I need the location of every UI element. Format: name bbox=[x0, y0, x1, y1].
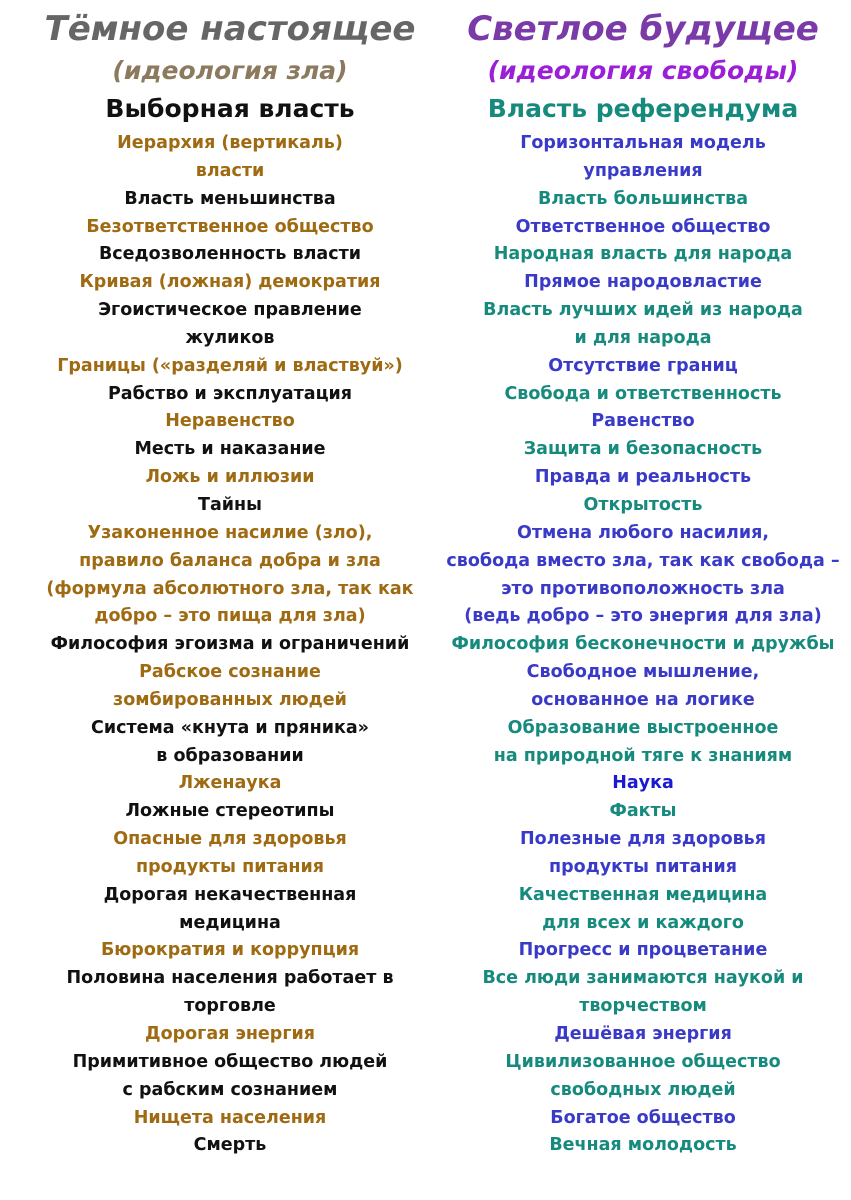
right-list-item: управления bbox=[583, 160, 703, 181]
right-list-item: Открытость bbox=[583, 494, 703, 515]
left-title: Тёмное настоящее bbox=[44, 9, 416, 49]
left-subtitle: (идеология зла) bbox=[112, 56, 348, 85]
right-list-item: это противоположность зла bbox=[501, 578, 785, 599]
right-list-item: Наука bbox=[612, 773, 674, 794]
right-list-item: Свободное мышление, bbox=[526, 662, 760, 683]
left-list bbox=[0, 130, 460, 1160]
right-list-item: Свобода и ответственность bbox=[504, 383, 782, 404]
left-list-item: Ложь и иллюзии bbox=[145, 467, 315, 488]
right-list-item: Равенство bbox=[591, 411, 695, 432]
right-list-item: Ответственное общество bbox=[515, 216, 771, 237]
left-list-item: в образовании bbox=[156, 745, 304, 766]
right-list-item: основанное на логике bbox=[531, 689, 755, 710]
right-list-item: Богатое общество bbox=[550, 1107, 736, 1128]
left-list-item: Смерть bbox=[193, 1135, 267, 1156]
right-list-item: (ведь добро – это энергия для зла) bbox=[464, 606, 822, 627]
left-list-item: продукты питания bbox=[135, 856, 324, 877]
left-list-item: с рабским сознанием bbox=[122, 1079, 338, 1100]
left-list-item: Вседозволенность власти bbox=[98, 244, 362, 265]
left-list-item: Неравенство bbox=[165, 411, 295, 432]
left-list-item: Власть меньшинства bbox=[124, 188, 336, 209]
right-list-item: Философия бесконечности и дружбы bbox=[451, 634, 835, 655]
left-heading: Выборная власть bbox=[105, 94, 355, 123]
right-list-item: Образование выстроенное bbox=[507, 717, 779, 738]
right-list bbox=[413, 130, 851, 1160]
right-list-item: Народная власть для народа bbox=[493, 244, 793, 265]
right-list-item: Власть большинства bbox=[537, 188, 749, 209]
left-list-item: Опасные для здоровья bbox=[113, 829, 347, 850]
left-list-item: Дорогая некачественная bbox=[103, 884, 357, 905]
left-list-item: жуликов bbox=[185, 327, 275, 348]
left-list-item: Эгоистическое правление bbox=[98, 300, 362, 321]
left-list-item: (формула абсолютного зла, так как bbox=[46, 578, 414, 599]
left-list-item: Рабское сознание bbox=[139, 662, 321, 683]
left-list-item: Бюрократия и коррупция bbox=[100, 940, 360, 961]
left-list-item: Рабство и эксплуатация bbox=[107, 383, 353, 404]
left-list-item: Система «кнута и пряника» bbox=[91, 717, 369, 738]
left-list-item: правило баланса добра и зла bbox=[79, 550, 381, 571]
right-list-item: Отсутствие границ bbox=[548, 355, 738, 376]
left-list-item: медицина bbox=[179, 912, 281, 933]
right-list-item: Цивилизованное общество bbox=[505, 1051, 781, 1072]
right-list-item: свобода вместо зла, так как свобода – bbox=[446, 550, 840, 571]
right-list-item: свободных людей bbox=[550, 1079, 736, 1100]
left-list-item: Половина населения работает в bbox=[66, 968, 394, 989]
left-list-item: власти bbox=[195, 160, 265, 181]
right-list-item: Прогресс и процветание bbox=[518, 940, 768, 961]
left-list-item: Нищета населения bbox=[133, 1107, 327, 1128]
right-list-item: Горизонтальная модель bbox=[520, 133, 766, 153]
left-list-item: Иерархия (вертикаль) bbox=[117, 133, 343, 153]
right-list-item: Полезные для здоровья bbox=[520, 829, 766, 850]
left-list-item: Тайны bbox=[198, 494, 262, 515]
left-list-item: добро – это пища для зла) bbox=[94, 606, 366, 627]
right-subtitle: (идеология свободы) bbox=[487, 56, 799, 85]
left-list-item: Дорогая энергия bbox=[145, 1024, 315, 1044]
left-list-item: зомбированных людей bbox=[113, 689, 347, 710]
left-list-item: Примитивное общество людей bbox=[72, 1051, 388, 1072]
left-list-item: Границы («разделяй и властвуй») bbox=[57, 355, 403, 376]
left-list-item: Философия эгоизма и ограничений bbox=[50, 634, 410, 655]
right-list-item: и для народа bbox=[574, 327, 712, 348]
right-list-item: для всех и каждого bbox=[542, 912, 744, 933]
right-title: Светлое будущее bbox=[467, 9, 819, 49]
left-list-item: торговле bbox=[184, 996, 276, 1017]
right-list-item: Отмена любого насилия, bbox=[516, 522, 769, 543]
right-list-item: Факты bbox=[609, 801, 677, 822]
right-list-item: Защита и безопасность bbox=[523, 439, 763, 460]
right-list-item: Дешёвая энергия bbox=[554, 1024, 732, 1044]
right-list-item: Прямое народовластие bbox=[524, 272, 762, 293]
right-list-item: на природной тяге к знаниям bbox=[493, 745, 793, 766]
right-list-item: Правда и реальность bbox=[534, 467, 752, 488]
left-list-item: Безответственное общество bbox=[86, 216, 374, 237]
right-column bbox=[413, 0, 851, 1160]
left-list-item: Месть и наказание bbox=[134, 439, 326, 460]
right-list-item: творчеством bbox=[579, 996, 707, 1017]
left-list-item: Кривая (ложная) демократия bbox=[79, 272, 381, 293]
right-list-item: продукты питания bbox=[548, 856, 737, 877]
right-list-item: Качественная медицина bbox=[518, 884, 768, 905]
right-list-item: Вечная молодость bbox=[549, 1135, 737, 1156]
left-list-item: Лженаука bbox=[178, 773, 282, 794]
right-heading: Власть референдума bbox=[487, 94, 799, 123]
left-list-item: Узаконенное насилие (зло), bbox=[87, 522, 373, 543]
left-list-item: Ложные стереотипы bbox=[125, 801, 335, 822]
right-list-item: Власть лучших идей из народа bbox=[483, 300, 803, 321]
right-list-item: Все люди занимаются наукой и bbox=[482, 968, 804, 989]
